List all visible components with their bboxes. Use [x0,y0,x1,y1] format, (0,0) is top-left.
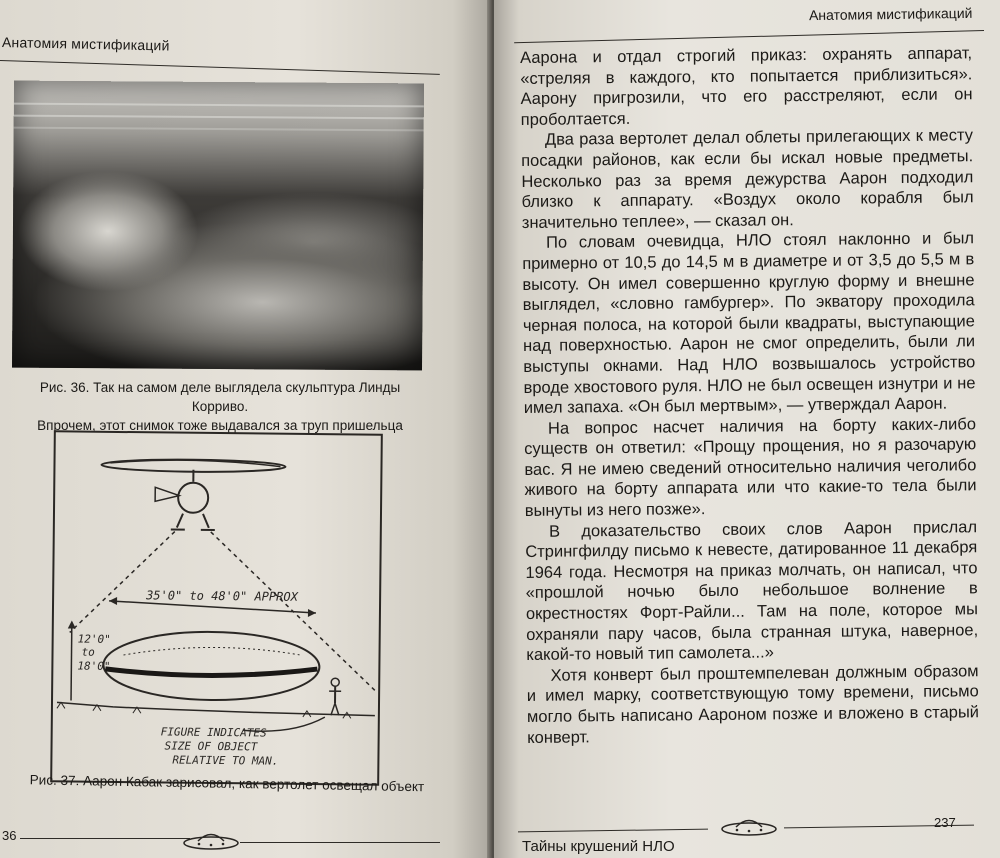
right-footer-rule [518,829,708,833]
paragraph: В доказательство своих слов Аарон прислал Стрингфилду письмо к невесте, датированное 11 декабря 1964 года. Несмотря на приказ молчать, он написал, что «прошлой ночью было небольшое волнение в окрестностях Форт-Райли... Там на поле, которое мы охраняли пару часов, была странная штука, наверное, какой-то новый тип самолета...» [525,517,979,665]
figure-37-caption: Рис. 37. Аарон Кабак зарисовал, как вертолет освещал объект [29,772,425,795]
right-footer-title: Тайны крушений НЛО [522,838,675,855]
right-header-rule [514,30,984,43]
right-ufo-ornament-icon [720,812,778,838]
left-footer-rule [20,838,190,839]
sketch-note-line1: FIGURE INDICATES [160,725,267,740]
figure-36-caption: Рис. 36. Так на самом деле выглядела скульптура Линды Корриво. Впрочем, этот снимок тоже выдавался за труп пришельца [37,380,403,433]
left-ufo-ornament-icon [182,826,240,852]
paragraph: По словам очевидца, НЛО стоял наклонно и был примерно от 10,5 до 14,5 м в диаметре и от 3,5 до 5,5 м в высоту. Он имел совершенно круглую форму и внешне выглядел, «словно гамбургер». По экватору проходила черная полоса, на которой были квадраты, выступающие над поверхностью. Аарон не смог определить, были ли выступы окнами. Над НЛО возвышалось устройство вроде хвостового руля. НЛО не был освещен изнутри и не имел запаха. «Он был мертвым», — утверждал Аарон. [522,229,976,418]
sketch-height-bottom: 18'0" [77,659,111,673]
left-running-header: Анатомия мистификаций [1,34,170,54]
paragraph: Два раза вертолет делал облеты прилегающих к месту посадки районов, как если бы искал новые предметы. Несколько раз за время дежурства Аарон подходил близко к аппарату. «Воздух около корабля был значительно теплее», — сказал он. [521,126,974,232]
body-text [520,43,979,748]
left-footer-rule-2 [240,842,440,843]
left-page-number: 36 [2,828,17,843]
sketch-distance-label: 35'0" to 48'0" APPROX [146,588,298,604]
right-running-header: Анатомия мистификаций [808,4,973,24]
left-header-rule [0,60,440,75]
left-page [0,0,492,858]
sketch-note-line2: SIZE OF OBJECT [164,739,258,754]
right-page-number: 237 [934,815,956,830]
paragraph: Аарона и отдал строгий приказ: охранять аппарат, «стреляя в каждого, кто попытается приблизиться». Аарону пригрозили, что его расстреляют, если он проболтается. [520,44,973,129]
sketch-height-to: to [81,645,95,659]
sketch-height-top: 12'0" [77,632,111,646]
paragraph: На вопрос насчет наличия на борту каких-либо существ он ответил: «Прощу прощения, но я разочарую вас. Я не имею сведений относительно наличия чеголибо живого на борту аппарата или что какие-то тела были вынуты из него позже». [524,414,977,521]
sketch-note-line3: RELATIVE TO MAN. [172,753,279,768]
paragraph: Хотя конверт был проштемпелеван должным образом и имел марку, соответствующую тому времени, письмо могло быть написано Аароном позже и вложено в старый конверт. [526,662,980,747]
figure-37-sketch [50,430,383,785]
right-page [494,0,1000,858]
figure-36-photo [12,81,424,371]
